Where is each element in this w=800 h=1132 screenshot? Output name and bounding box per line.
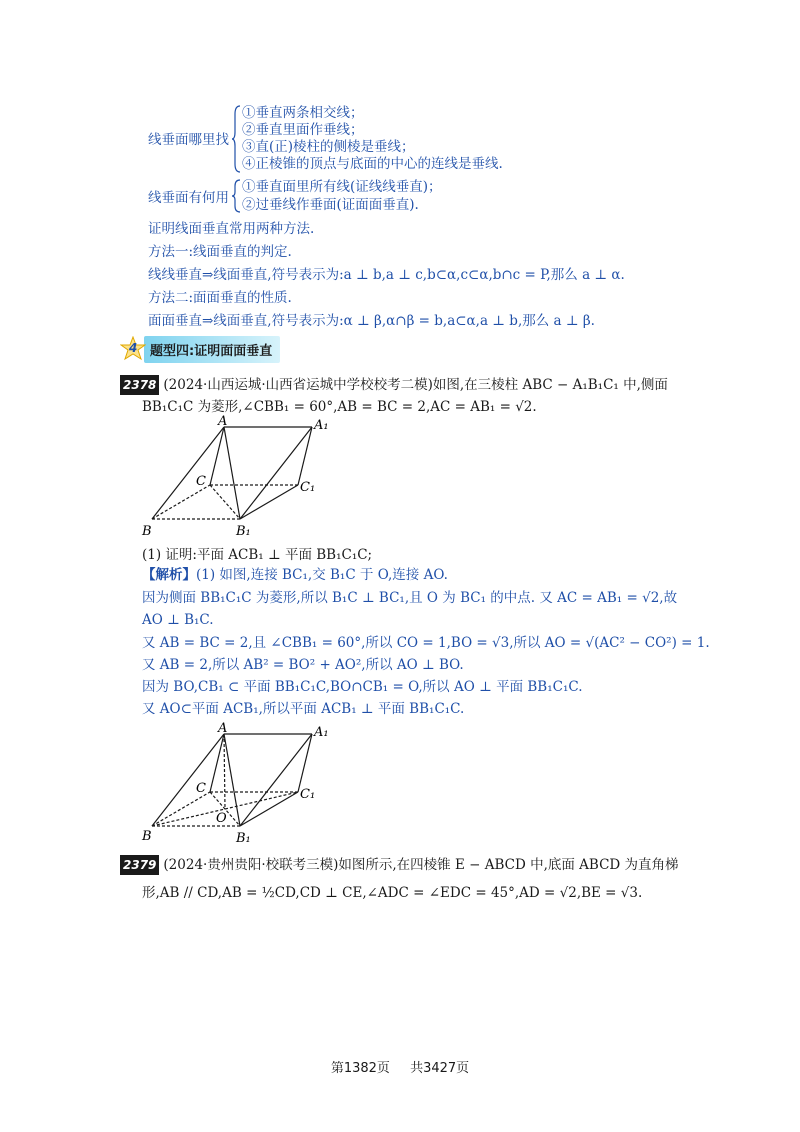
fig2-label-A1: A₁ <box>314 725 329 740</box>
section-banner <box>120 336 298 362</box>
use-section-label: 线垂面有何用 <box>148 190 229 206</box>
problem-number-2379: 2379 <box>120 855 159 875</box>
banner-number: 4 <box>129 341 138 355</box>
solution-line-4: 又 AB = BC = 2,且 ∠CBB₁ = 60°,所以 CO = 1,BO = √3,所以 AO = √(AC² − CO²) = 1. <box>142 635 710 651</box>
fig1-label-A: A <box>218 415 228 429</box>
page-footer <box>0 1057 800 1076</box>
problem-2378-line2: BB₁C₁C 为菱形,∠CBB₁ = 60°,AB = BC = 2,AC = AB₁ = √2. <box>142 399 537 415</box>
solution-tag: 【解析】 <box>142 567 196 583</box>
star-badge-icon <box>120 336 146 362</box>
fig1-label-B: B <box>142 524 152 539</box>
use-item-1: ①垂直面里所有线(证线线垂直)； <box>242 179 442 195</box>
find-brace-icon <box>232 104 242 174</box>
solution-line-3: AO ⊥ B₁C. <box>142 612 214 628</box>
page-number: 第1382页 <box>330 1061 390 1076</box>
fig1-label-B1: B₁ <box>236 524 251 539</box>
fig1-label-A1: A₁ <box>314 418 329 433</box>
use-item-2: ②过垂线作垂面(证面面垂直). <box>242 197 419 213</box>
fig1-label-C1: C₁ <box>300 480 316 495</box>
fig2-label-B: B <box>142 829 152 844</box>
fig1-label-C: C <box>196 474 206 489</box>
method-line-1: 证明线面垂直常用两种方法. <box>148 221 315 237</box>
problem-2379-line2: 形,AB // CD,AB = ½CD,CD ⊥ CE,∠ADC = ∠EDC = 45°,AD = √2,BE = √3. <box>142 885 643 901</box>
method-line-2: 方法一:线面垂直的判定. <box>148 244 292 260</box>
fig2-label-C1: C₁ <box>300 787 316 802</box>
fig2-label-A: A <box>218 722 228 736</box>
problem-2378-text1: (2024·山西运城·山西省运城中学校校考二模)如图,在三棱柱 ABC − A₁B₁C₁ 中,侧面 <box>163 377 668 393</box>
method-line-4: 方法二:面面垂直的性质. <box>148 290 292 306</box>
find-section-label: 线垂面哪里找 <box>148 132 229 148</box>
prism-figure-1 <box>140 415 340 540</box>
prism-figure-2 <box>140 722 340 847</box>
banner-title: 题型四:证明面面垂直 <box>144 336 280 363</box>
find-item-4: ④正棱锥的顶点与底面的中心的连线是垂线. <box>242 156 503 172</box>
problem-number-2378: 2378 <box>120 375 159 395</box>
find-item-3: ③直(正)棱柱的侧棱是垂线； <box>242 139 415 155</box>
find-item-2: ②垂直里面作垂线； <box>242 122 364 138</box>
solution-line-2: 因为侧面 BB₁C₁C 为菱形,所以 B₁C ⊥ BC₁,且 O 为 BC₁ 的中点. 又 AC = AB₁ = √2,故 <box>142 590 678 606</box>
solution-line-7: 又 AO⊂平面 ACB₁,所以平面 ACB₁ ⊥ 平面 BB₁C₁C. <box>142 701 465 717</box>
problem-2379-text1: (2024·贵州贵阳·校联考三模)如图所示,在四棱锥 E − ABCD 中,底面 ABCD 为直角梯 <box>163 857 679 873</box>
use-brace-icon <box>232 178 242 214</box>
part1-statement: (1) 证明:平面 ACB₁ ⊥ 平面 BB₁C₁C; <box>142 547 373 563</box>
method-line-5: 面面垂直⇒线面垂直,符号表示为:α ⊥ β,α∩β = b,a⊂α,a ⊥ b,那么 a ⊥ β. <box>148 313 595 329</box>
find-item-1: ①垂直两条相交线； <box>242 105 364 121</box>
solution-line-5: 又 AB = 2,所以 AB² = BO² + AO²,所以 AO ⊥ BO. <box>142 657 464 673</box>
fig2-label-B1: B₁ <box>236 831 251 846</box>
page-total: 共3427页 <box>410 1061 470 1076</box>
fig2-label-C: C <box>196 781 206 796</box>
solution-line-1 <box>142 566 448 584</box>
method-line-3: 线线垂直⇒线面垂直,符号表示为:a ⊥ b,a ⊥ c,b⊂α,c⊂α,b∩c = P,那么 a ⊥ α. <box>148 267 625 283</box>
problem-2379-line1 <box>120 855 679 875</box>
solution-line-6: 因为 BO,CB₁ ⊂ 平面 BB₁C₁C,BO∩CB₁ = O,所以 AO ⊥ 平面 BB₁C₁C. <box>142 679 583 695</box>
fig2-label-O: O <box>216 811 227 826</box>
problem-2378-line1 <box>120 375 668 395</box>
solution-text-1: (1) 如图,连接 BC₁,交 B₁C 于 O,连接 AO. <box>196 567 448 583</box>
